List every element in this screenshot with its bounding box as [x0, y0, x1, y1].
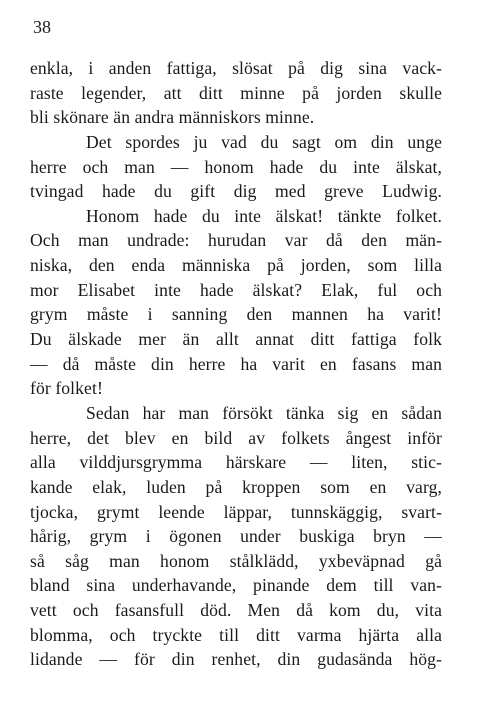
text-line: vett och fasansfull död. Men då kom du, vita — [30, 600, 442, 621]
body-text — [30, 56, 442, 672]
paragraph — [30, 401, 442, 672]
text-line: — då måste din herre ha varit en fasans man — [30, 353, 442, 374]
text-line: tvingad hade du gift dig med greve Ludwig. — [30, 181, 442, 202]
text-line: Honom hade du inte älskat! tänkte folket. — [86, 205, 442, 226]
text-line: grym måste i sanning den mannen ha varit! — [30, 304, 442, 325]
text-line: herre och man — honom hade du inte älskat, — [30, 156, 442, 177]
paragraph — [30, 204, 442, 401]
text-line: bland sina underhavande, pinande dem till van- — [30, 575, 442, 596]
text-line: Sedan har man försökt tänka sig en sådan — [86, 402, 442, 423]
text-line: blomma, och tryckte till ditt varma hjärta alla — [30, 624, 442, 645]
text-line: så såg man honom stålklädd, yxbeväpnad gå — [30, 550, 442, 571]
text-line: niska, den enda människa på jorden, som lilla — [30, 255, 442, 276]
text-line: mor Elisabet inte hade älskat? Elak, ful och — [30, 279, 442, 300]
text-line: bli skönare än andra människors minne. — [30, 107, 315, 128]
page-number: 38 — [33, 17, 51, 37]
paragraph — [30, 130, 442, 204]
paragraph — [30, 56, 442, 130]
text-line: kande elak, luden på kroppen som en varg, — [30, 476, 442, 497]
text-line: för folket! — [30, 378, 103, 399]
text-line: hårig, grym i ögonen under buskiga bryn — — [30, 526, 442, 547]
text-line: raste legender, att ditt minne på jorden skulle — [30, 82, 442, 103]
text-line: enkla, i anden fattiga, slösat på dig sina vack- — [30, 58, 442, 78]
text-line: tjocka, grymt leende läppar, tunnskäggig, svart- — [30, 501, 442, 522]
text-line: lidande — för din renhet, din gudasända hög- — [30, 649, 442, 670]
text-line: Och man undrade: hurudan var då den män- — [30, 230, 442, 251]
text-line: Du älskade mer än allt annat ditt fattiga folk — [30, 329, 442, 350]
text-line: Det spordes ju vad du sagt om din unge — [86, 131, 442, 152]
text-line: alla vilddjursgrymma härskare — liten, stic- — [30, 452, 442, 473]
text-line: herre, det blev en bild av folkets ångest inför — [30, 427, 442, 448]
